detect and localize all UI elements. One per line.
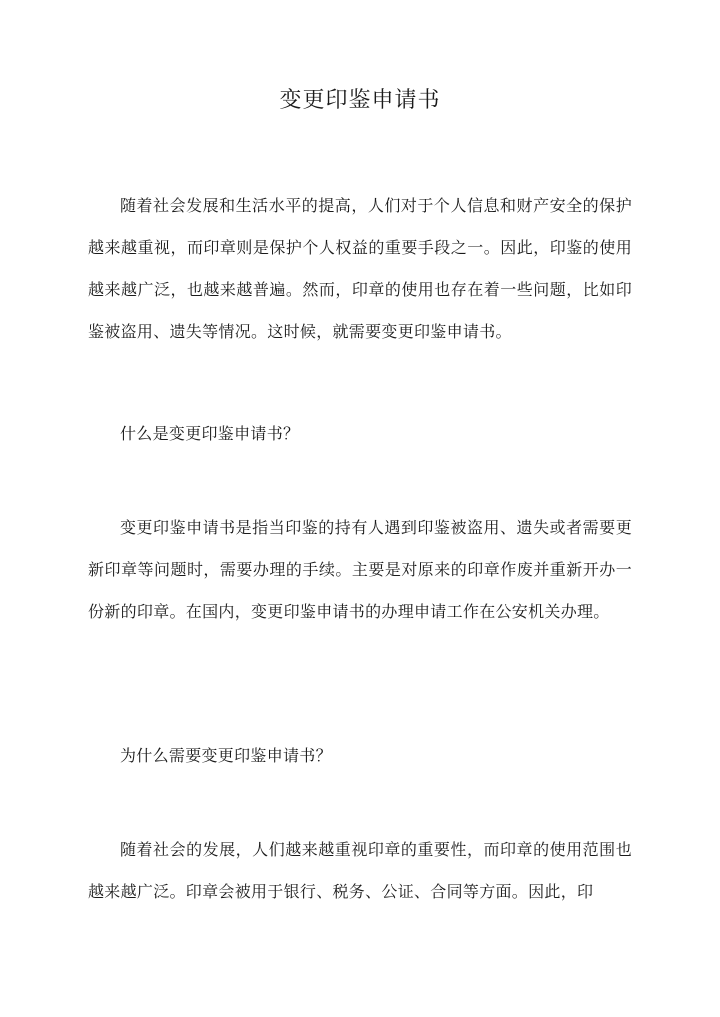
body-paragraph-reason: 随着社会的发展，人们越来越重视印章的重要性，而印章的使用范围也越来越广泛。印章会被用于银行、税务、公证、合同等方面。因此，印	[88, 840, 632, 901]
body-paragraph-definition: 变更印鉴申请书是指当印鉴的持有人遇到印鉴被盗用、遗失或者需要更新印章等问题时，需要办理的手续。主要是对原来的印章作废并重新开办一份新的印章。在国内，变更印鉴申请书的办理申请工作在公安机关办理。	[88, 518, 632, 621]
body-paragraph-intro: 随着社会发展和生活水平的提高，人们对于个人信息和财产安全的保护越来越重视，而印章则是保护个人权益的重要手段之一。因此，印鉴的使用越来越广泛，也越来越普遍。然而，印章的使用也存在着一些问题，比如印鉴被盗用、遗失等情况。这时候，就需要变更印鉴申请书。	[88, 196, 632, 341]
section-heading-why: 为什么需要变更印鉴申请书？	[120, 746, 332, 765]
document-title: 变更印鉴申请书	[279, 88, 441, 113]
section-heading-what: 什么是变更印鉴申请书？	[120, 424, 300, 443]
